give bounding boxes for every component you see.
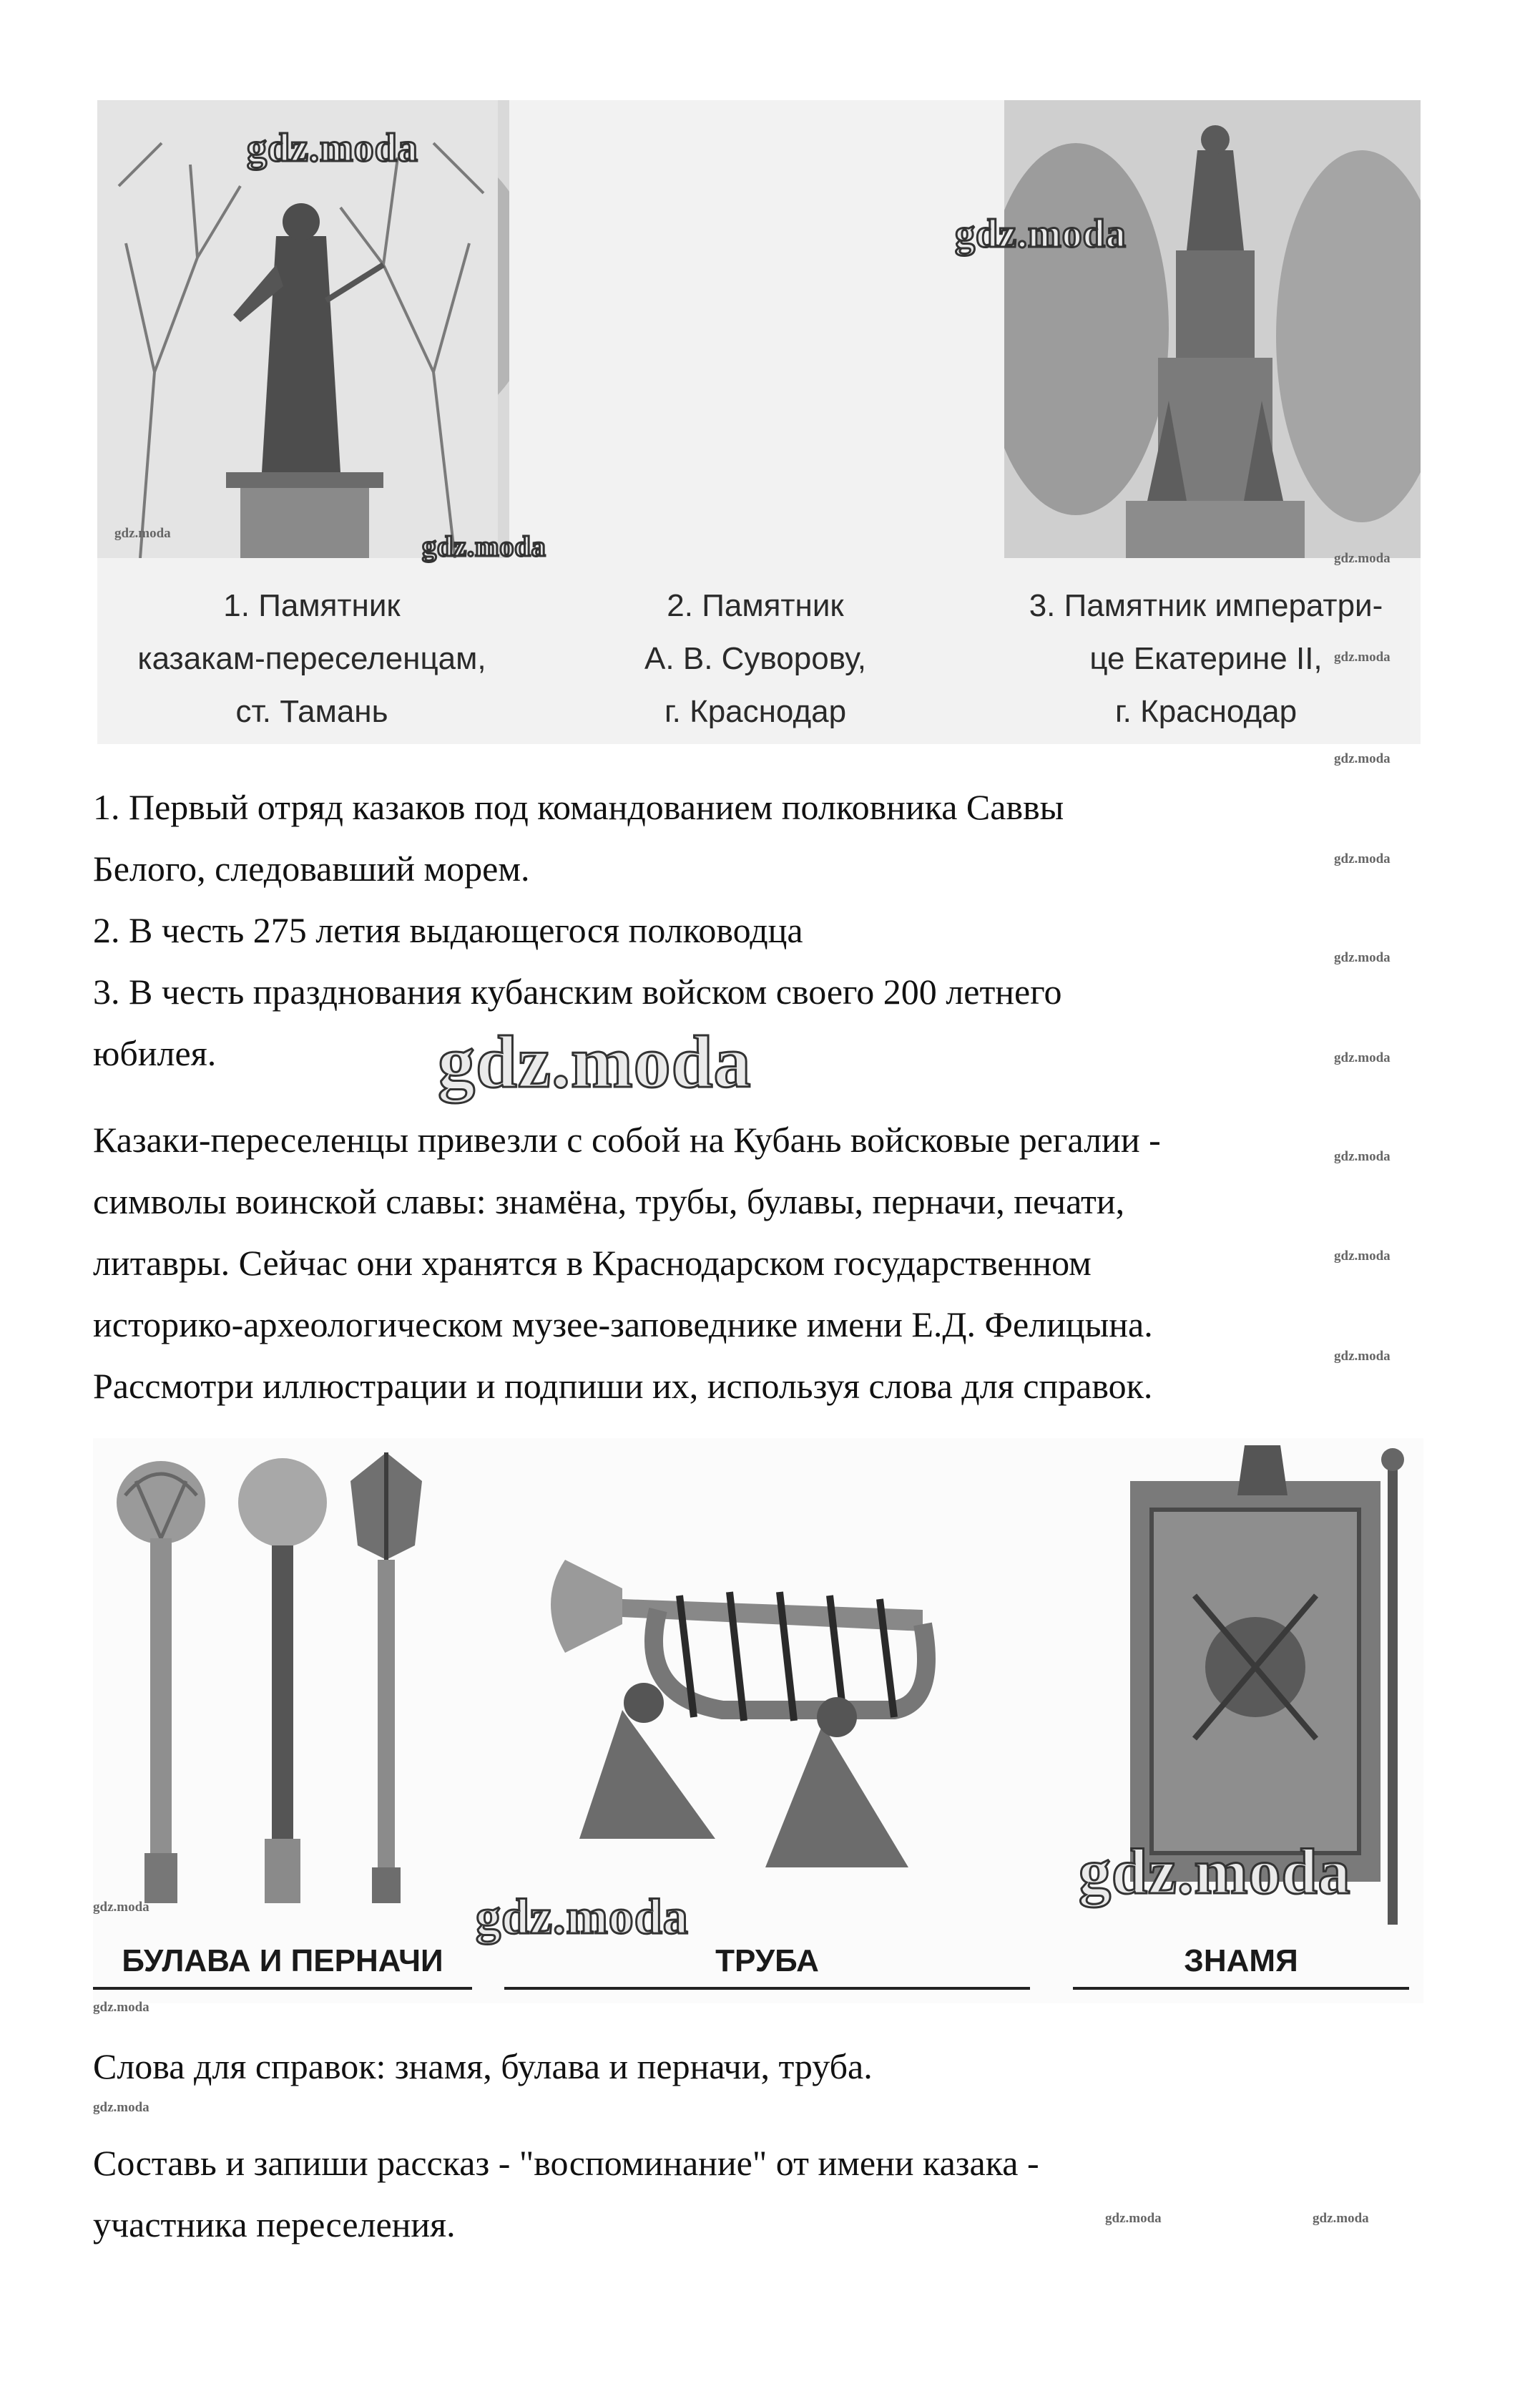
watermark: gdz.moda <box>1334 1050 1391 1065</box>
regalia-line: Рассмотри иллюстрации и подпиши их, используя слова для справок. <box>93 1366 1153 1406</box>
answer-line: 1. Первый отряд казаков под командованием полковника Саввы <box>93 787 1064 827</box>
reference-words: Слова для справок: знамя, булава и перначи, труба. <box>93 2046 873 2086</box>
watermark: gdz.moda <box>1334 1249 1391 1264</box>
watermark: gdz.moda <box>476 1890 689 1945</box>
regalia-line: символы воинской славы: знамёна, трубы, булавы, перначи, печати, <box>93 1181 1125 1221</box>
watermark: gdz.moda <box>1334 751 1391 766</box>
watermark: gdz.moda <box>955 212 1127 256</box>
watermark: gdz.moda <box>93 2000 149 2015</box>
watermark: gdz.moda <box>1313 2211 1369 2226</box>
watermark: gdz.moda <box>422 530 546 562</box>
monument-catherine-photo <box>1004 100 1421 558</box>
watermark: gdz.moda <box>1334 851 1391 866</box>
answer-line: 3. В честь празднования кубанским войском своего 200 летнего <box>93 972 1062 1012</box>
regalia-paragraph <box>93 1109 1431 1417</box>
label-banner: ЗНАМЯ <box>1073 1935 1409 1990</box>
watermark: gdz.moda <box>93 2100 149 2115</box>
answer-line: Белого, следовавший морем. <box>93 849 530 889</box>
mace-and-pernach-image <box>93 1438 479 1925</box>
watermark: gdz.moda <box>1334 650 1391 665</box>
watermark: gdz.moda <box>93 1900 149 1915</box>
label-mace-and-pernach: БУЛАВА И ПЕРНАЧИ <box>93 1935 472 1990</box>
answer-line: юбилея. <box>93 1033 217 1073</box>
regalia-figure <box>93 1438 1423 2003</box>
watermark: gdz.moda <box>1105 2211 1162 2226</box>
task-line: Составь и запиши рассказ - "воспоминание" от имени казака - <box>93 2143 1039 2183</box>
watermark: gdz.moda <box>247 126 418 170</box>
watermark: gdz.moda <box>438 1021 752 1103</box>
task-line: участника переселения. <box>93 2204 456 2244</box>
monument-caption-2: 2. Памятник А. В. Суворову, г. Краснодар <box>644 588 866 729</box>
watermark: gdz.moda <box>1334 551 1391 566</box>
watermark: gdz.moda <box>1334 1349 1391 1364</box>
regalia-line: историко-археологическом музее-заповеднике имени Е.Д. Фелицына. <box>93 1304 1153 1344</box>
monuments-figure <box>97 100 1421 744</box>
regalia-line: литавры. Сейчас они хранятся в Краснодарском государственном <box>93 1243 1092 1283</box>
regalia-line: Казаки-переселенцы привезли с собой на Кубань войсковые регалии - <box>93 1120 1161 1160</box>
answer-line: 2. В честь 275 летия выдающегося полководца <box>93 910 803 950</box>
watermark: gdz.moda <box>1079 1837 1351 1907</box>
watermark: gdz.moda <box>1334 950 1391 965</box>
label-trumpet: ТРУБА <box>504 1935 1030 1990</box>
monument-caption-3: 3. Памятник императри- це Екатерине II, г. Краснодар <box>1029 588 1383 729</box>
watermark: gdz.moda <box>114 526 171 541</box>
task-paragraph <box>93 2132 1352 2255</box>
watermark: gdz.moda <box>1334 1149 1391 1164</box>
monument-caption-1: 1. Памятник казакам-переселенцам, ст. Тамань <box>137 588 486 729</box>
trumpet-image <box>494 1438 1102 1925</box>
